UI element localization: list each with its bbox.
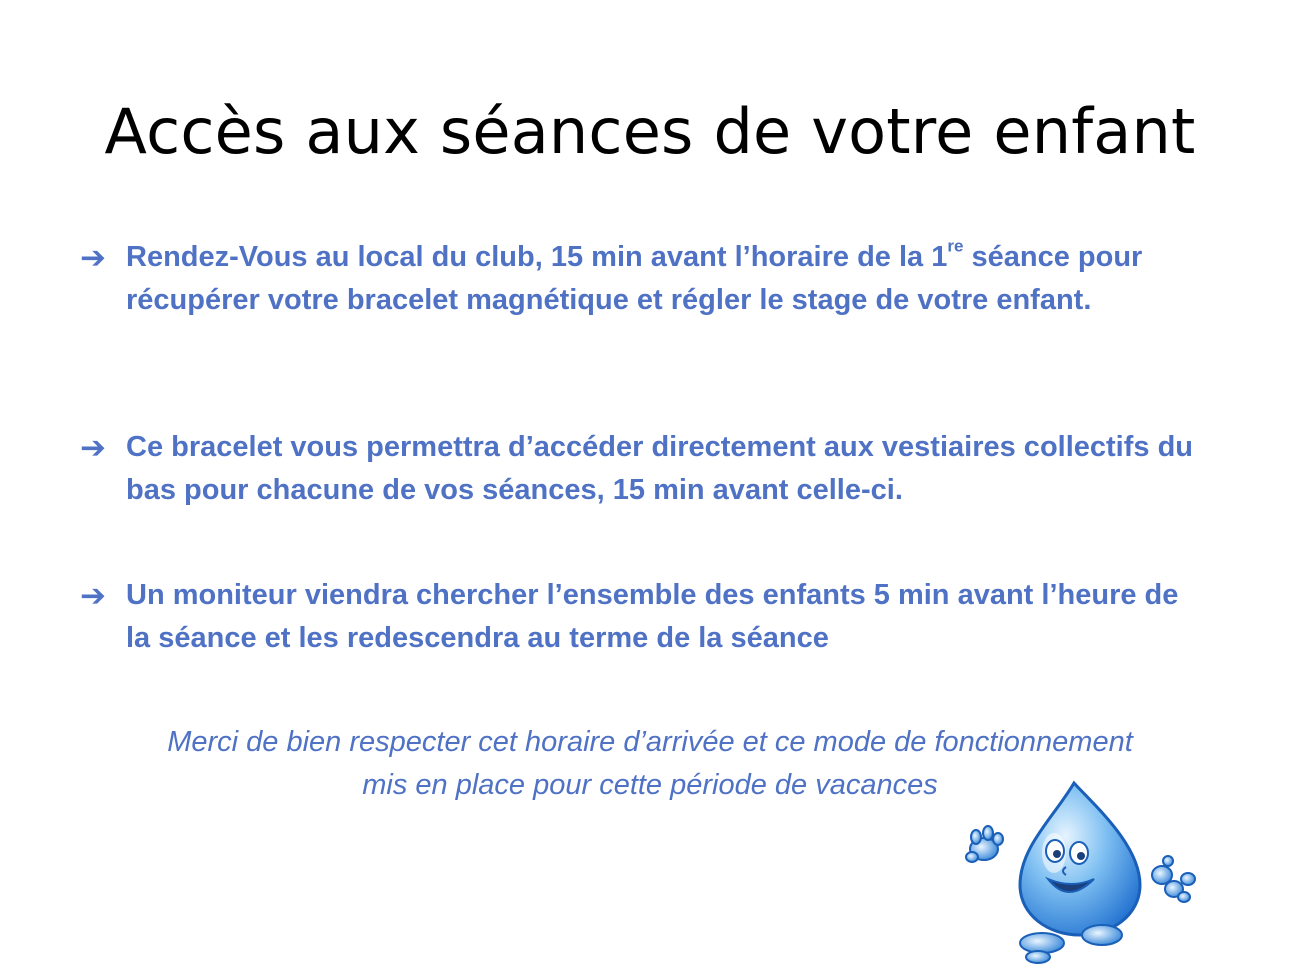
bullet-item <box>80 236 1200 322</box>
bullet-text: Un moniteur viendra chercher l’ensemble des enfants 5 min avant l’heure de la séance et les redescendra au terme de la séance <box>126 579 1179 654</box>
bullet-text-part: séance pour récupérer votre bracelet magnétique et régler le stage de votre enfant. <box>126 241 1143 316</box>
bullet-text-part: Rendez-Vous au local du club, 15 min avant l’horaire de la 1 <box>126 241 948 273</box>
arrow-right-icon: ➔ <box>80 430 106 465</box>
bullet-text <box>126 236 1200 322</box>
bullet-text: Ce bracelet vous permettra d’accéder directement aux vestiaires collectifs du bas pour chacune de vos séances, 15 min avant celle-ci. <box>126 431 1194 506</box>
bullet-item <box>80 574 1200 660</box>
ordinal-superscript: re <box>947 236 964 256</box>
water-drop-mascot-icon <box>962 775 1202 965</box>
slide-title: Accès aux séances de votre enfant <box>104 95 1196 168</box>
bullet-item <box>80 426 1200 512</box>
footnote-line: mis en place pour cette période de vacances <box>362 769 938 801</box>
arrow-right-icon: ➔ <box>80 578 106 613</box>
arrow-right-icon: ➔ <box>80 240 106 275</box>
footnote-line: Merci de bien respecter cet horaire d’arrivée et ce mode de fonctionnement <box>167 726 1133 758</box>
